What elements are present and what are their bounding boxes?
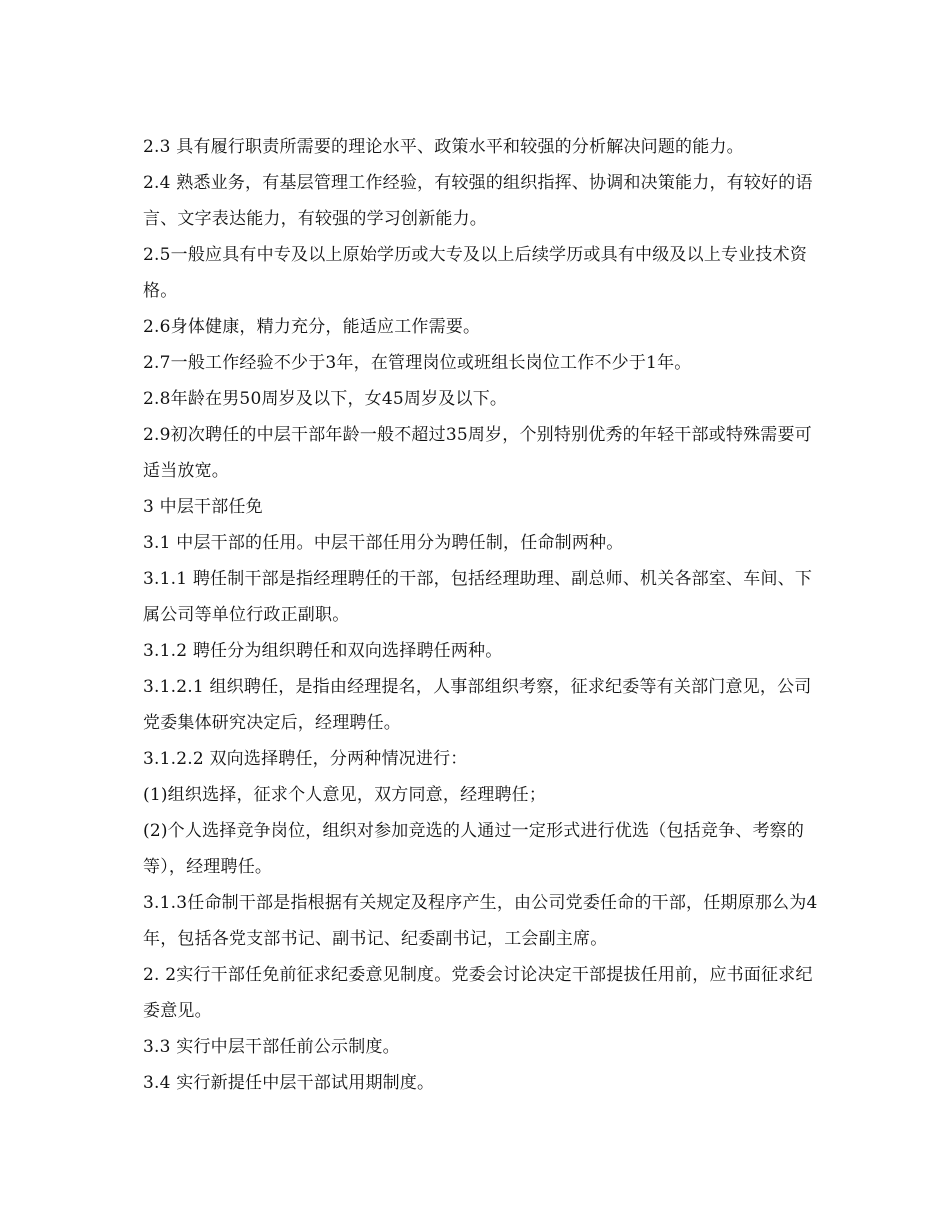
document-body <box>143 129 818 1101</box>
paragraph-3-1-2: 3.1.2 聘任分为组织聘任和双向选择聘任两种。 <box>143 641 503 661</box>
paragraph-3-1-1: 3.1.1 聘任制干部是指经理聘任的干部，包括经理助理、副总师、机关各部室、车间、下属公司等单位行政正副职。 <box>143 569 813 625</box>
paragraph-2-2: 2. 2实行干部任免前征求纪委意见制度。党委会讨论决定干部提拔任用前，应书面征求纪委意见。 <box>143 965 813 1021</box>
paragraph-3-3: 3.3 实行中层干部任前公示制度。 <box>143 1037 400 1057</box>
paragraph-2-9: 2.9初次聘任的中层干部年龄一般不超过35周岁，个别特别优秀的年轻干部或特殊需要可适当放宽。 <box>143 425 812 481</box>
paragraph-2-5: 2.5一般应具有中专及以上原始学历或大专及以上后续学历或具有中级及以上专业技术资格。 <box>143 245 808 301</box>
paragraph-3-1-3: 3.1.3任命制干部是指根据有关规定及程序产生，由公司党委任命的干部，任期原那么为4年，包括各党支部书记、副书记、纪委副书记，工会副主席。 <box>143 893 818 949</box>
paragraph-2-6: 2.6身体健康，精力充分，能适应工作需要。 <box>143 317 481 337</box>
section-heading-3: 3 中层干部任免 <box>143 497 263 517</box>
list-item-1: (1)组织选择，征求个人意见，双方同意，经理聘任； <box>143 785 547 805</box>
paragraph-3-4: 3.4 实行新提任中层干部试用期制度。 <box>143 1073 435 1093</box>
paragraph-3-1-2-2: 3.1.2.2 双向选择聘任，分两种情况进行： <box>143 749 468 769</box>
paragraph-2-4: 2.4 熟悉业务，有基层管理工作经验，有较强的组织指挥、协调和决策能力，有较好的语言、文字表达能力，有较强的学习创新能力。 <box>143 173 813 229</box>
paragraph-3-1-2-1: 3.1.2.1 组织聘任，是指由经理提名，人事部组织考察，征求纪委等有关部门意见，公司党委集体研究决定后，经理聘任。 <box>143 677 812 733</box>
paragraph-3-1: 3.1 中层干部的任用。中层干部任用分为聘任制，任命制两种。 <box>143 533 624 553</box>
paragraph-2-7: 2.7一般工作经验不少于3年，在管理岗位或班组长岗位工作不少于1年。 <box>143 353 692 373</box>
paragraph-2-8: 2.8年龄在男50周岁及以下，女45周岁及以下。 <box>143 389 508 409</box>
paragraph-2-3: 2.3 具有履行职责所需要的理论水平、政策水平和较强的分析解决问题的能力。 <box>143 137 744 157</box>
list-item-2: (2)个人选择竞争岗位，组织对参加竞选的人通过一定形式进行优选（包括竞争、考察的等），经理聘任。 <box>143 821 805 877</box>
